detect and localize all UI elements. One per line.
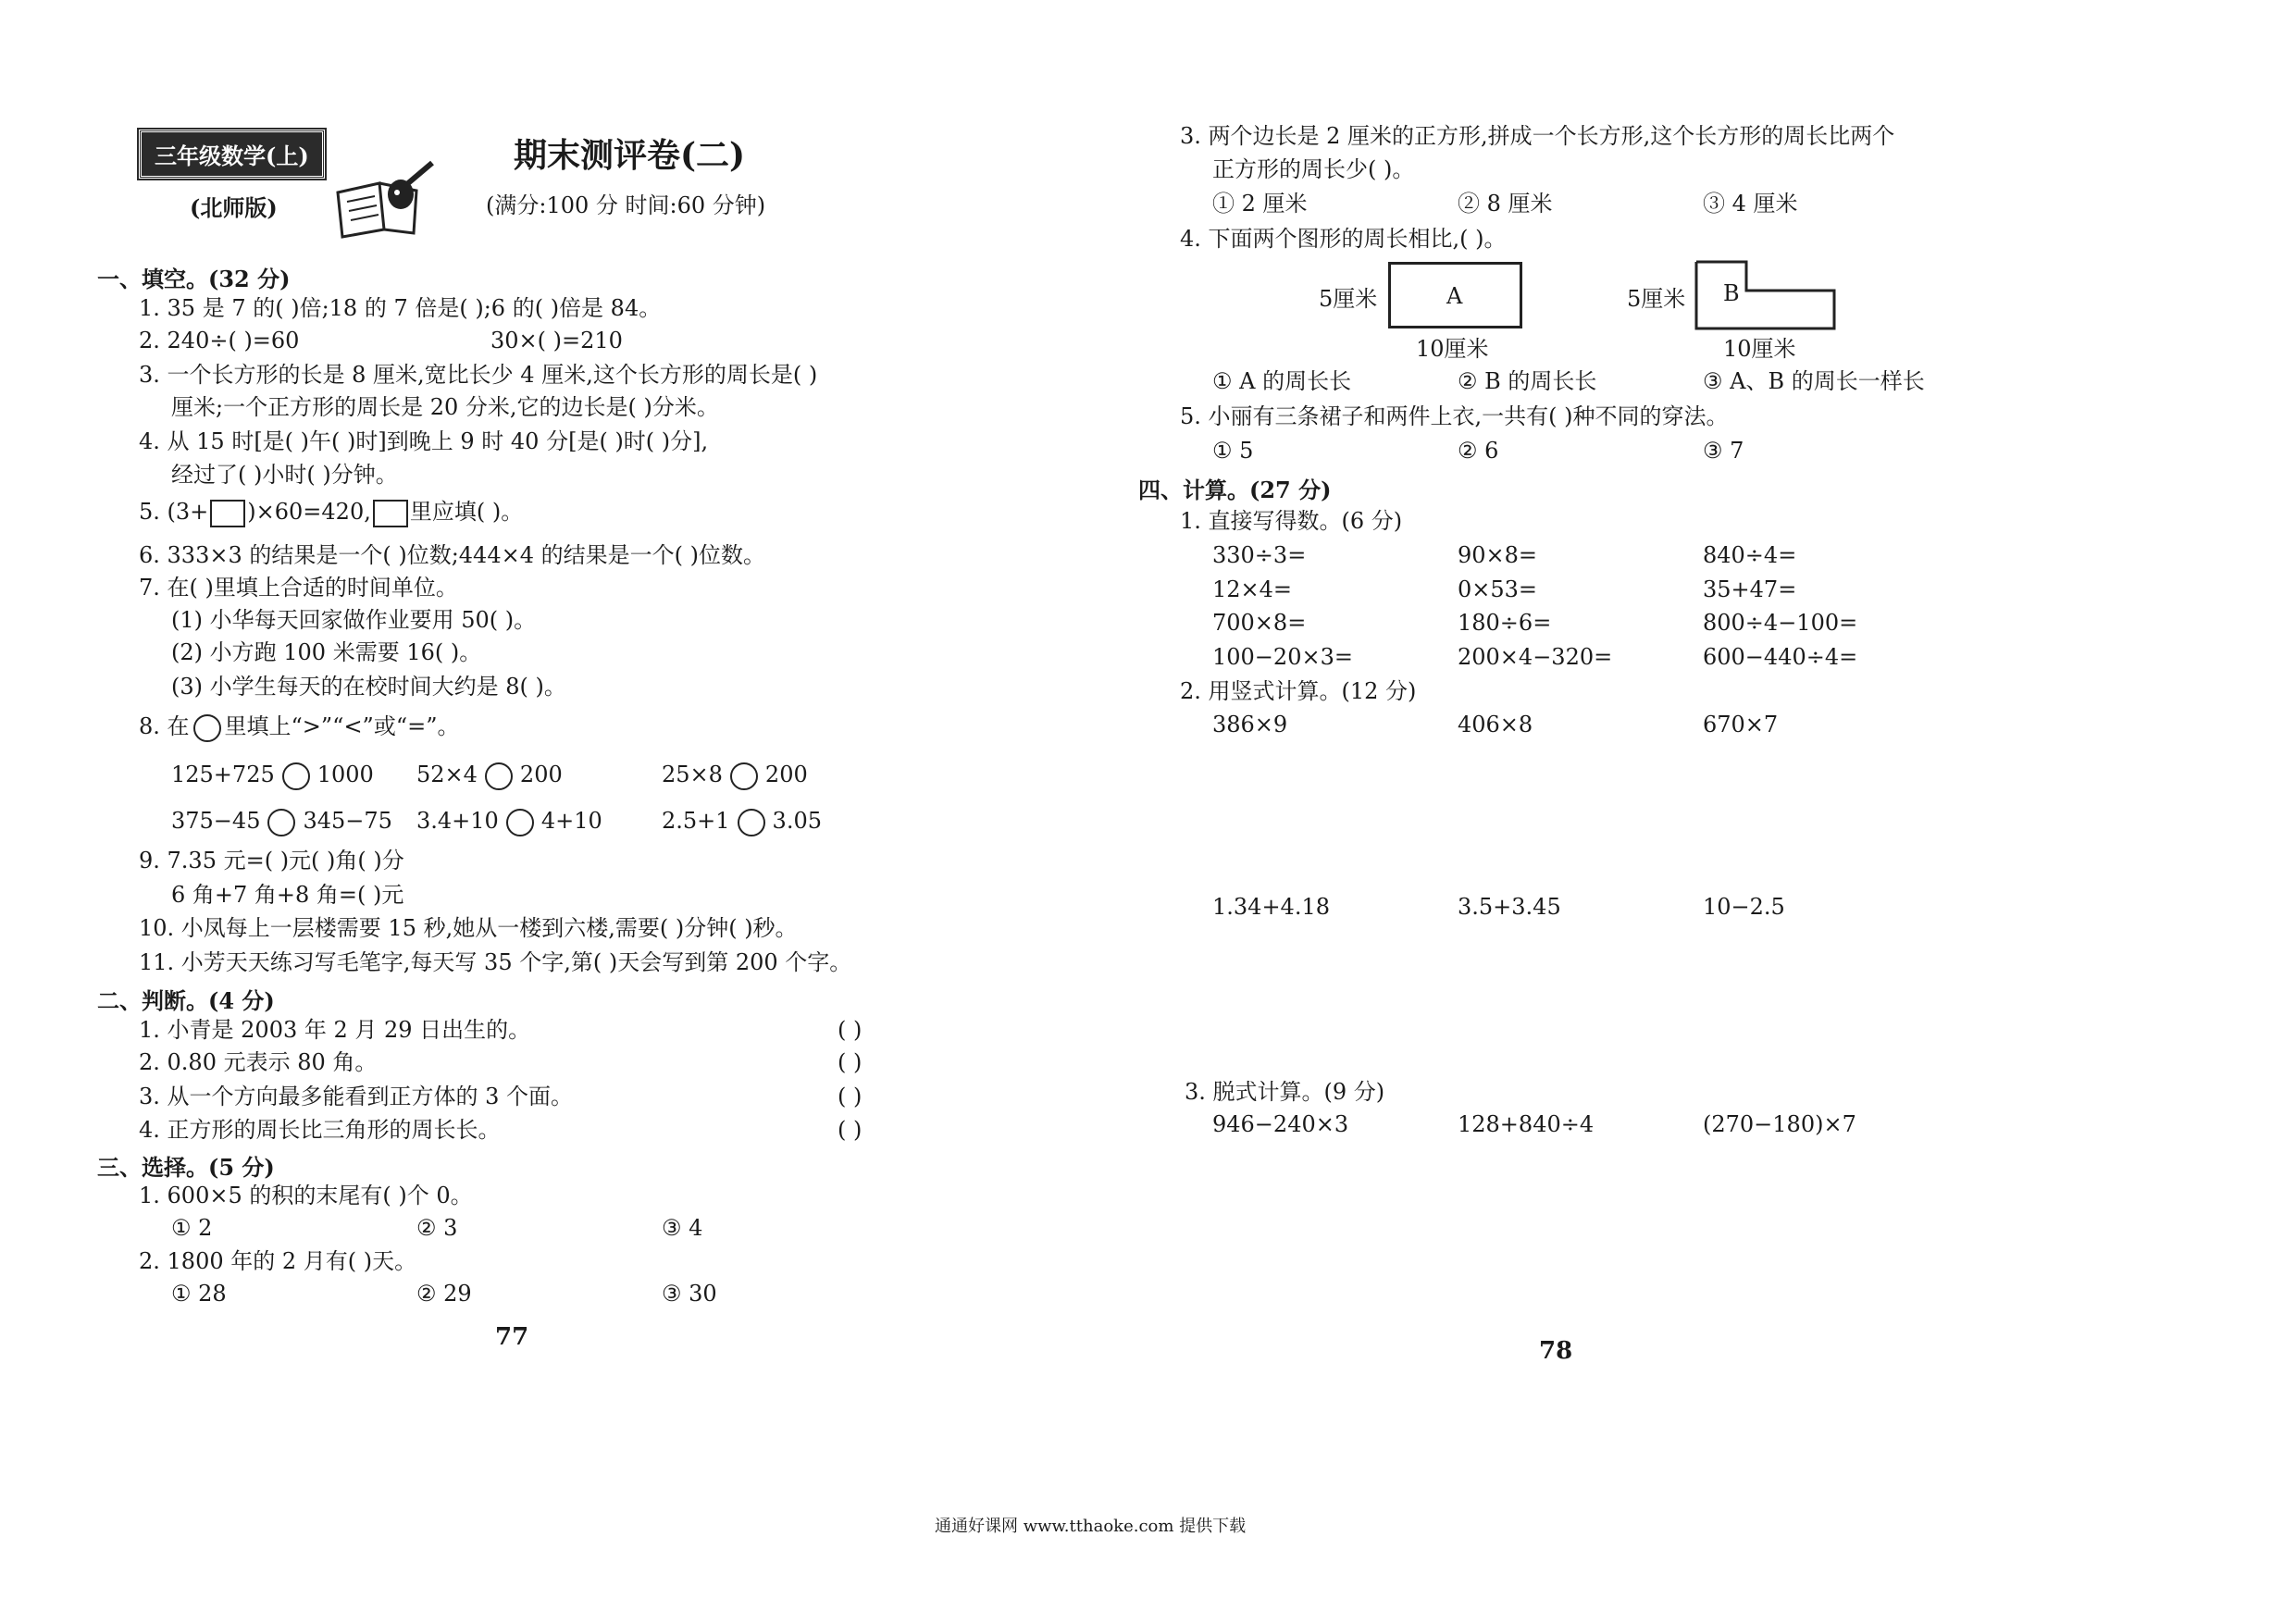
compare-item bbox=[662, 761, 808, 790]
section-title-choice: 三、选择。(5 分) bbox=[97, 1154, 275, 1181]
question-7-3: (3) 小学生每天的在校时间大约是 8( )。 bbox=[171, 674, 566, 700]
question-6: 6. 333×3 的结果是一个( )位数;444×4 的结果是一个( )位数。 bbox=[139, 542, 765, 568]
question-5-mid: )×60=420, bbox=[247, 499, 371, 525]
choice-option: ① 2 bbox=[171, 1215, 213, 1241]
compare-left: 25×8 bbox=[662, 762, 723, 787]
choice-option: ③ A、B 的周长一样长 bbox=[1703, 368, 1925, 394]
question-4b: 经过了( )小时( )分钟。 bbox=[171, 462, 398, 488]
judge-paren: ( ) bbox=[838, 1017, 863, 1043]
direct-calc-item: 840÷4= bbox=[1703, 542, 1797, 568]
direct-calc-item: 330÷3= bbox=[1212, 542, 1307, 568]
compare-left: 2.5+1 bbox=[662, 808, 730, 834]
compare-circle-icon bbox=[730, 762, 758, 790]
choice-option: ② 3 bbox=[416, 1215, 458, 1241]
compare-circle-icon bbox=[282, 762, 310, 790]
choice-option: ① 5 bbox=[1212, 438, 1254, 464]
question-5-post: 里应填( )。 bbox=[409, 499, 524, 525]
section-title-fill: 一、填空。(32 分) bbox=[97, 266, 291, 292]
page-number-right: 78 bbox=[1539, 1337, 1573, 1365]
compare-right: 345−75 bbox=[303, 808, 392, 834]
vertical-calc-item: 1.34+4.18 bbox=[1212, 894, 1330, 920]
compare-circle-icon bbox=[485, 762, 513, 790]
question-3b: 厘米;一个正方形的周长是 20 分米,它的边长是( )分米。 bbox=[171, 394, 719, 420]
question-9a: 9. 7.35 元=( )元( )角( )分 bbox=[139, 848, 404, 873]
direct-calc-item: 600−440÷4= bbox=[1703, 644, 1858, 670]
choice-option: ① A 的周长长 bbox=[1212, 368, 1352, 394]
compare-left: 52×4 bbox=[416, 762, 478, 787]
page-number-left: 77 bbox=[495, 1323, 529, 1351]
question-1: 1. 35 是 7 的( )倍;18 的 7 倍是( );6 的( )倍是 84。 bbox=[139, 295, 662, 321]
direct-calc-item: 35+47= bbox=[1703, 576, 1797, 602]
vertical-calc-item: 386×9 bbox=[1212, 712, 1288, 737]
compare-right: 4+10 bbox=[540, 808, 602, 834]
calc-part-2: 2. 用竖式计算。(12 分) bbox=[1180, 678, 1417, 704]
direct-calc-item: 180÷6= bbox=[1458, 610, 1552, 636]
question-2b: 30×( )=210 bbox=[490, 328, 623, 353]
direct-calc-item: 200×4−320= bbox=[1458, 644, 1613, 670]
grade-tag: 三年级数学(上) bbox=[139, 130, 325, 179]
question-7-1: (1) 小华每天回家做作业要用 50( )。 bbox=[171, 607, 537, 633]
book-mascot-icon bbox=[329, 155, 440, 239]
question-8-pre: 8. 在 bbox=[139, 713, 190, 739]
compare-left: 375−45 bbox=[171, 808, 261, 834]
compare-item bbox=[171, 807, 392, 836]
edition-label: (北师版) bbox=[190, 194, 278, 221]
direct-calc-item: 800÷4−100= bbox=[1703, 610, 1858, 636]
answer-box bbox=[373, 500, 408, 527]
compare-left: 125+725 bbox=[171, 762, 275, 787]
vertical-calc-item: 406×8 bbox=[1458, 712, 1533, 737]
compare-left: 3.4+10 bbox=[416, 808, 499, 834]
choice-option: ① 2 厘米 bbox=[1212, 191, 1308, 217]
question-5-pre: 5. (3+ bbox=[139, 499, 209, 525]
figure-a-label: A bbox=[1446, 283, 1463, 309]
choice-3b: 正方形的周长少( )。 bbox=[1212, 156, 1415, 182]
judge-item: 4. 正方形的周长比三角形的周长长。 bbox=[139, 1117, 501, 1143]
choice-option: ① 28 bbox=[171, 1281, 227, 1307]
vertical-calc-item: 10−2.5 bbox=[1703, 894, 1785, 920]
direct-calc-item: 12×4= bbox=[1212, 576, 1293, 602]
compare-circle-icon bbox=[193, 714, 221, 742]
choice-option: ② 29 bbox=[416, 1281, 472, 1307]
question-9b: 6 角+7 角+8 角=( )元 bbox=[171, 882, 404, 908]
choice-2: 2. 1800 年的 2 月有( )天。 bbox=[139, 1248, 417, 1274]
figure-b-side-label: 5厘米 bbox=[1627, 286, 1686, 312]
question-11: 11. 小芳天天练习写毛笔字,每天写 35 个字,第( )天会写到第 200 个字。 bbox=[139, 949, 852, 975]
choice-1: 1. 600×5 的积的末尾有( )个 0。 bbox=[139, 1183, 473, 1208]
question-4a: 4. 从 15 时[是( )午( )时]到晚上 9 时 40 分[是( )时( )分], bbox=[139, 428, 709, 454]
choice-option: ③ 7 bbox=[1703, 438, 1744, 464]
figure-a-side-label: 5厘米 bbox=[1319, 286, 1378, 312]
vertical-calc-item: 670×7 bbox=[1703, 712, 1779, 737]
compare-right: 200 bbox=[764, 762, 808, 787]
choice-option: ② 8 厘米 bbox=[1458, 191, 1553, 217]
direct-calc-item: 100−20×3= bbox=[1212, 644, 1353, 670]
judge-paren: ( ) bbox=[838, 1117, 863, 1143]
figure-b-bottom-label: 10厘米 bbox=[1723, 336, 1796, 362]
section-title-calc: 四、计算。(27 分) bbox=[1138, 477, 1332, 503]
question-3a: 3. 一个长方形的长是 8 厘米,宽比长少 4 厘米,这个长方形的周长是( ) bbox=[139, 362, 818, 388]
question-7-2: (2) 小方跑 100 米需要 16( )。 bbox=[171, 639, 482, 665]
choice-option: ③ 4 bbox=[662, 1215, 703, 1241]
choice-5: 5. 小丽有三条裙子和两件上衣,一共有( )种不同的穿法。 bbox=[1180, 403, 1729, 429]
judge-item: 2. 0.80 元表示 80 角。 bbox=[139, 1049, 378, 1075]
compare-right: 1000 bbox=[316, 762, 374, 787]
figure-b-shape bbox=[1694, 259, 1837, 331]
compare-circle-icon bbox=[506, 809, 534, 836]
choice-option: ③ 30 bbox=[662, 1281, 717, 1307]
compare-circle-icon bbox=[267, 809, 295, 836]
compare-item bbox=[416, 761, 563, 790]
choice-option: ③ 4 厘米 bbox=[1703, 191, 1798, 217]
question-7: 7. 在( )里填上合适的时间单位。 bbox=[139, 575, 458, 601]
figure-b-label: B bbox=[1723, 280, 1740, 306]
stepwise-calc-item: (270−180)×7 bbox=[1703, 1111, 1856, 1137]
judge-paren: ( ) bbox=[838, 1049, 863, 1075]
compare-item bbox=[416, 807, 602, 836]
direct-calc-item: 90×8= bbox=[1458, 542, 1538, 568]
compare-item bbox=[171, 761, 374, 790]
page-title: 期末测评卷(二) bbox=[514, 136, 746, 175]
question-10: 10. 小凤每上一层楼需要 15 秒,她从一楼到六楼,需要( )分钟( )秒。 bbox=[139, 915, 798, 941]
calc-part-1: 1. 直接写得数。(6 分) bbox=[1180, 508, 1403, 534]
choice-option: ② 6 bbox=[1458, 438, 1499, 464]
section-title-judge: 二、判断。(4 分) bbox=[97, 987, 275, 1014]
question-5 bbox=[139, 498, 523, 527]
direct-calc-item: 700×8= bbox=[1212, 610, 1307, 636]
choice-option: ② B 的周长长 bbox=[1458, 368, 1597, 394]
compare-item bbox=[662, 807, 822, 836]
exam-subtitle: (满分:100 分 时间:60 分钟) bbox=[486, 192, 766, 218]
judge-item: 1. 小青是 2003 年 2 月 29 日出生的。 bbox=[139, 1017, 531, 1043]
vertical-calc-item: 3.5+3.45 bbox=[1458, 894, 1561, 920]
compare-right: 3.05 bbox=[772, 808, 822, 834]
compare-circle-icon bbox=[738, 809, 765, 836]
choice-4: 4. 下面两个图形的周长相比,( )。 bbox=[1180, 226, 1507, 252]
direct-calc-item: 0×53= bbox=[1458, 576, 1538, 602]
choice-3a: 3. 两个边长是 2 厘米的正方形,拼成一个长方形,这个长方形的周长比两个 bbox=[1180, 123, 1895, 149]
answer-box bbox=[210, 500, 245, 527]
calc-part-3: 3. 脱式计算。(9 分) bbox=[1185, 1079, 1385, 1105]
figure-a-bottom-label: 10厘米 bbox=[1416, 336, 1489, 362]
question-8 bbox=[139, 712, 459, 742]
question-2a: 2. 240÷( )=60 bbox=[139, 328, 300, 353]
question-8-post: 里填上“>”“<”或“=”。 bbox=[224, 713, 460, 739]
judge-item: 3. 从一个方向最多能看到正方体的 3 个面。 bbox=[139, 1084, 574, 1109]
compare-right: 200 bbox=[519, 762, 563, 787]
judge-paren: ( ) bbox=[838, 1084, 863, 1109]
footer-credit: 通通好课网 www.tthaoke.com 提供下载 bbox=[935, 1517, 1247, 1536]
stepwise-calc-item: 946−240×3 bbox=[1212, 1111, 1349, 1137]
stepwise-calc-item: 128+840÷4 bbox=[1458, 1111, 1595, 1137]
